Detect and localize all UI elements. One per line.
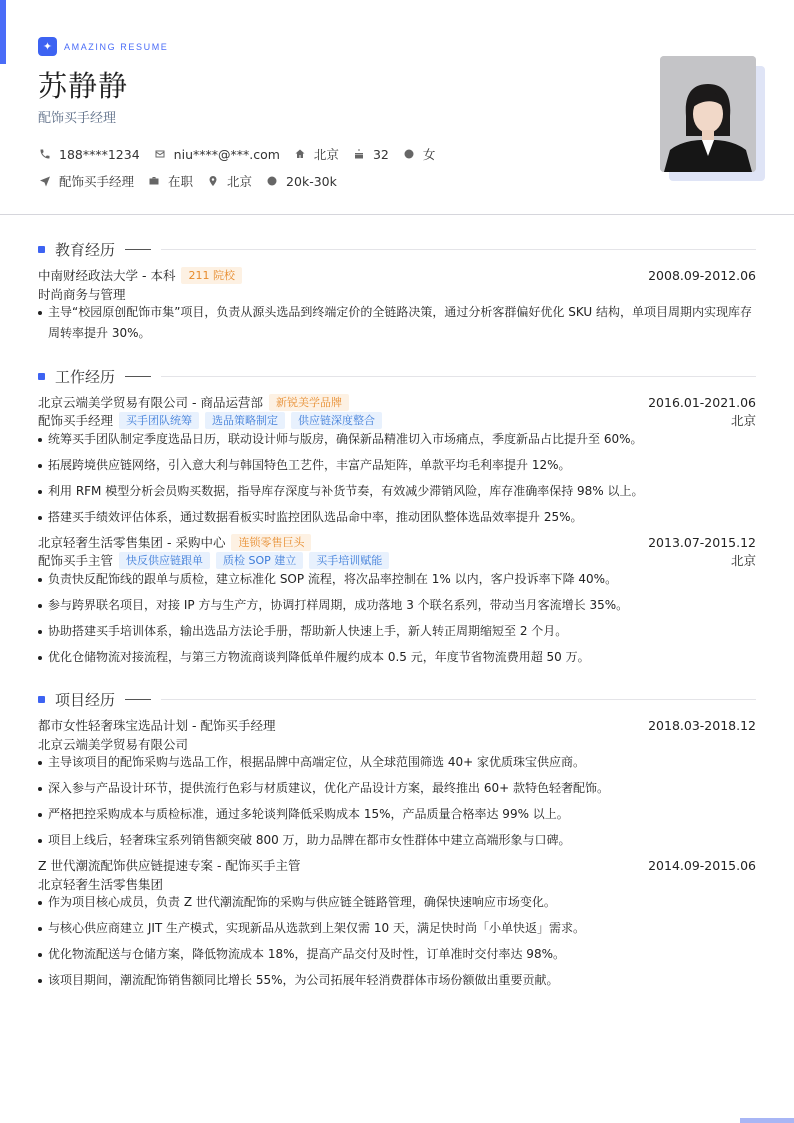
cake-icon [352,147,366,161]
section-divider [161,249,756,250]
project-bullet: 作为项目核心成员，负责 Z 世代潮流配饰的采购与供应链全链路管理，确保快速响应市场变化。 [38,892,756,913]
work-bullet: 协助搭建买手培训体系，输出选品方法论手册，帮助新人快速上手，新人转正周期缩短至 2 个月。 [38,621,756,642]
work-bullet: 负责快反配饰线的跟单与质检，建立标准化 SOP 流程，将次品率控制在 1% 以内，客户投诉率下降 40%。 [38,569,756,590]
section-divider [161,376,756,377]
project-header-1 [38,716,756,734]
school-name: 中南财经政法大学 - 本科 [38,268,176,283]
work-company-tag: 连锁零售巨头 [231,534,311,551]
project-date: 2018.03-2018.12 [648,717,756,733]
work-company: 北京轻奢生活零售集团 - 采购中心 [38,535,226,550]
gender-item [402,145,436,163]
project-bullet: 项目上线后，轻奢珠宝系列销售额突破 800 万，助力品牌在都市女性群体中建立高端形象与口碑。 [38,830,756,851]
section-education [38,239,756,260]
work-role-row-1 [38,411,756,429]
project-name: Z 世代潮流配饰供应链提速专案 - 配饰买手主管 [38,858,301,873]
work-skill-tag: 快反供应链跟单 [119,552,210,569]
section-title-work: 工作经历 [55,368,116,386]
work-location: 北京 [730,413,756,428]
target-city-item [206,172,252,190]
project-name: 都市女性轻奢珠宝选品计划 - 配饰买手经理 [38,718,276,733]
city-text: 北京 [313,147,339,162]
work-company-tag: 新锐美学品牌 [269,394,349,411]
age-text: 32 [372,146,389,162]
mail-icon [153,147,167,161]
section-divider-short [125,376,151,377]
gender-icon [402,147,416,161]
work-skill-tag: 供应链深度整合 [291,412,382,429]
candidate-title: 配饰买手经理 [38,111,117,126]
education-date: 2008.09-2012.06 [648,267,756,283]
education-header [38,266,756,284]
candidate-name: 苏静静 [38,69,129,103]
project-org-row-1 [38,735,756,753]
section-projects [38,689,756,710]
section-divider-short [125,249,151,250]
project-org: 北京云端美学贸易有限公司 [38,737,189,752]
work-date: 2013.07-2015.12 [648,534,756,550]
work-bullet: 拓展跨境供应链网络，引入意大利与韩国特色工艺件，丰富产品矩阵，单款平均毛利率提升 12%。 [38,455,756,476]
project-header-2 [38,856,756,874]
work-skill-tag: 选品策略制定 [205,412,285,429]
work-bullet: 参与跨界联名项目，对接 IP 方与生产方，协调打样周期，成功落地 3 个联名系列，带动当月客流增长 35%。 [38,595,756,616]
work-date: 2016.01-2021.06 [648,394,756,410]
status-text: 在职 [168,174,194,189]
salary-text: 20k-30k [286,173,337,189]
work-role: 配饰买手主管 [38,553,114,568]
project-bullet: 严格把控采购成本与质检标准，通过多轮谈判降低采购成本 15%，产品质量合格率达 99% 以上。 [38,804,756,825]
section-marker [38,696,45,703]
work-bullet: 搭建买手绩效评估体系，通过数据看板实时监控团队选品命中率，推动团队整体选品效率提升 25%。 [38,507,756,528]
intent-row [38,172,350,190]
section-divider-short [125,699,151,700]
education-bullet-line-1: 主导“校园原创配饰市集”项目，负责从源头选品到终端定价的全链路决策，通过分析客群偏好优化 SKU 结构，单项目周期内实现库存 [48,305,753,319]
work-skill-tag: 质检 SOP 建立 [216,552,303,569]
phone-icon [38,147,52,161]
section-title-projects: 项目经历 [55,691,116,709]
work-role: 配饰买手经理 [38,413,114,428]
work-header-2 [38,533,756,551]
project-bullet: 主导该项目的配饰采购与选品工作，根据品牌中高端定位，从全球范围筛选 40+ 家优质珠宝供应商。 [38,752,756,773]
brand [38,37,168,56]
education-major-row [38,285,756,303]
education-major: 时尚商务与管理 [38,287,126,302]
briefcase-icon [147,174,161,188]
work-role-row-2 [38,551,756,569]
project-org-row-2 [38,875,756,893]
location-icon [206,174,220,188]
work-location: 北京 [730,553,756,568]
project-bullet: 该项目期间，潮流配饰销售额同比增长 55%，为公司拓展年轻消费群体市场份额做出重要贡献。 [38,970,756,991]
work-bullet: 优化仓储物流对接流程，与第三方物流商谈判降低单件履约成本 0.5 元，年度节省物流费用超 50 万。 [38,647,756,668]
section-marker [38,373,45,380]
target-city-text: 北京 [227,174,253,189]
section-marker [38,246,45,253]
target-role-item [38,172,134,190]
send-icon [38,174,52,188]
education-bullet [38,302,756,344]
section-title-education: 教育经历 [55,241,116,259]
work-skill-tag: 买手培训赋能 [309,552,389,569]
contact-row [38,145,448,163]
accent-bar-bottom [740,1118,794,1123]
project-org: 北京轻奢生活零售集团 [38,877,164,892]
brand-text: AMAZING RESUME [64,41,169,52]
phone-item [38,147,140,162]
phone-text: 188****1234 [59,146,140,162]
section-work [38,366,756,387]
salary-item [265,174,337,189]
city-item [293,145,339,163]
email-text: niu****@***.com [173,146,280,162]
project-bullet: 优化物流配送与仓储方案，降低物流成本 18%，提高产品交付及时性，订单准时交付率达 98%。 [38,944,756,965]
school-tag: 211 院校 [181,267,242,284]
education-bullet-line-2: 周转率提升 30%。 [48,326,151,340]
work-company: 北京云端美学贸易有限公司 - 商品运营部 [38,395,263,410]
work-skill-tag: 买手团队统筹 [119,412,199,429]
project-date: 2014.09-2015.06 [648,857,756,873]
project-bullet: 与核心供应商建立 JIT 生产模式，实现新品从选款到上架仅需 10 天，满足快时尚「小单快返」需求。 [38,918,756,939]
work-bullet: 统筹买手团队制定季度选品日历，联动设计师与版房，确保新品精准切入市场痛点，季度新品占比提升至 60%。 [38,429,756,450]
home-icon [293,147,307,161]
age-item [352,147,389,162]
section-divider [161,699,756,700]
project-bullet: 深入参与产品设计环节，提供流行色彩与材质建议，优化产品设计方案，最终推出 60+ 款特色轻奢配饰。 [38,778,756,799]
email-item [153,147,280,162]
coin-icon [265,174,279,188]
sparkle-icon: ✦ [38,37,57,56]
gender-text: 女 [422,147,436,162]
status-item [147,172,193,190]
work-header-1 [38,393,756,411]
target-role-text: 配饰买手经理 [59,174,135,189]
work-bullet: 利用 RFM 模型分析会员购买数据，指导库存深度与补货节奏，有效减少滞销风险，库存准确率保持 98% 以上。 [38,481,756,502]
resume-header [0,0,794,215]
profile-photo [660,56,756,172]
